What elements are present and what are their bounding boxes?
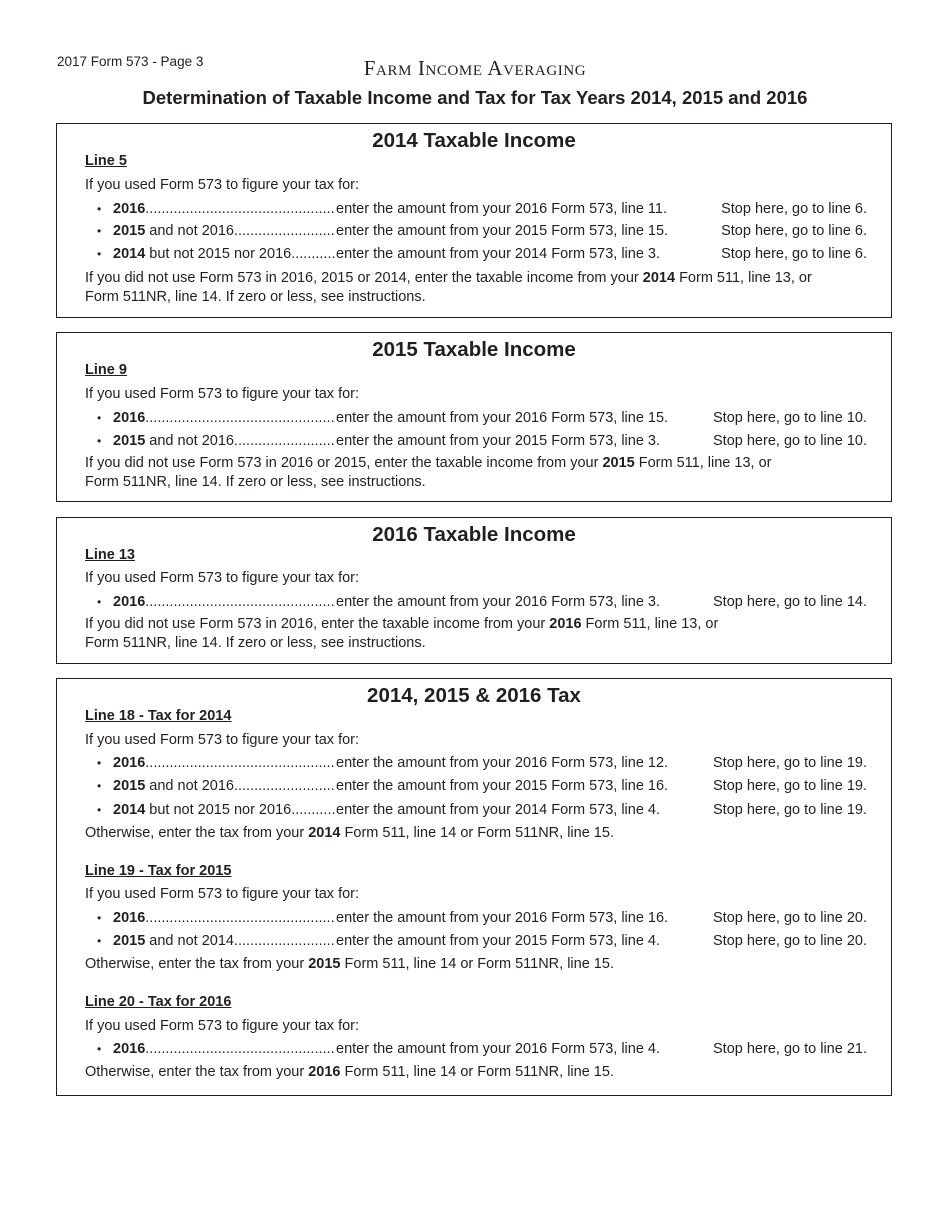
year: 2016 [113,755,146,771]
intro-text: If you used Form 573 to figure your tax for: [85,177,360,193]
line-heading: Line 9 [85,362,127,378]
bullet-icon: • [97,411,102,425]
page-subtitle: Determination of Taxable Income and Tax for Tax Years 2014, 2015 and 2016 [142,87,808,108]
stop-text: Stop here, go to line 19. [713,802,867,818]
stop-text: Stop here, go to line 6. [721,201,867,217]
section-title: 2014, 2015 & 2016 Tax [367,684,581,707]
year: 2015 [113,778,146,794]
intro-text: If you used Form 573 to figure your tax for: [85,886,360,902]
stop-text: Stop here, go to line 10. [713,410,867,426]
instruction: enter the amount from your 2016 Form 573, line 4. [336,1041,661,1057]
bullet-icon: • [97,202,102,216]
stop-text: Stop here, go to line 10. [713,433,867,449]
section-2015-taxable-income: 2015 Taxable Income Line 9 If you used Form 573 to figure your tax for: • 2016 ..... enter the amount from your 2016 Form 573, line 15. Stop here, go to line 10. • 2015 and not 2016 ..... enter the amount from your 2015 Form 573, line 3. Stop here, go to line 10. If you did not use Form 573 in 2016 or 2015, enter the taxable income from your 2015 Form 511, line 13, or Form 511NR, line 14. If zero or less, see instructions. [56,332,892,502]
line-18-heading: Line 18 - Tax for 2014 [85,708,232,724]
bullet-icon: • [97,911,102,925]
intro-text: If you used Form 573 to figure your tax for: [85,570,360,586]
bullet-icon: • [97,224,102,238]
page-title: Farm Income Averaging [363,56,587,80]
stop-text: Stop here, go to line 6. [721,223,867,239]
stop-text: Stop here, go to line 19. [713,755,867,771]
intro-text: If you used Form 573 to figure your tax for: [85,386,360,402]
year: 2016 [113,410,146,426]
year: 2016 [113,594,146,610]
stop-text: Stop here, go to line 14. [713,594,867,610]
instruction: enter the amount from your 2016 Form 573, line 11. [336,201,667,217]
otherwise-text: Otherwise, enter the tax from your 2016 Form 511, line 14 or Form 511NR, line 15. [85,1064,614,1080]
year: 2015 [113,433,146,449]
instruction: enter the amount from your 2016 Form 573, line 15. [336,410,669,426]
stop-text: Stop here, go to line 20. [713,933,867,949]
instruction: enter the amount from your 2014 Form 573, line 3. [336,246,661,262]
year: 2015 [113,933,146,949]
intro-text: If you used Form 573 to figure your tax for: [85,1018,360,1034]
instruction: enter the amount from your 2015 Form 573, line 4. [336,933,661,949]
note-text: If you did not use Form 573 in 2016, 2015 or 2014, enter the taxable income from your 2014 Form 511, line 13, or Form 511NR, line 14. If zero or less, see instructions. [85,270,812,305]
bullet-icon: • [97,779,102,793]
bullet-icon: • [97,434,102,448]
otherwise-text: Otherwise, enter the tax from your 2015 Form 511, line 14 or Form 511NR, line 15. [85,956,614,972]
line-19-heading: Line 19 - Tax for 2015 [85,863,232,879]
section-title: 2015 Taxable Income [372,338,576,361]
stop-text: Stop here, go to line 20. [713,910,867,926]
intro-text: If you used Form 573 to figure your tax for: [85,732,360,748]
instruction: enter the amount from your 2014 Form 573, line 4. [336,802,661,818]
year: 2014 [113,802,146,818]
note-text: If you did not use Form 573 in 2016, enter the taxable income from your 2016 Form 511, line 13, or Form 511NR, line 14. If zero or less, see instructions. [85,616,719,651]
bullet-icon: • [97,1042,102,1056]
stop-text: Stop here, go to line 6. [721,246,867,262]
section-tax: 2014, 2015 & 2016 Tax Line 18 - Tax for 2014 If you used Form 573 to figure your tax for: • 2016 ..... enter the amount from your 2016 Form 573, line 12. Stop here, go to line 19. • 2015 and not 2016 ..... enter the amount from your 2015 Form 573, line 16. Stop here, go to line 19. • 2014 but not 2015 nor 2016 ..... enter the amount from your 2014 Form 573, line 4. Stop here, go to line 19. Otherwise, enter the tax from your 2014 Form 511, line 14 or Form 511NR, line 15. Line 19 - Tax for 2015 If you used Form 573 to figure your tax for: • 2016 ..... enter the amount from your 2016 Form 573, line 16. Stop here, go to line 20. • 2015 and not 2014 ..... enter the amount from your 2015 Form 573, line 4. Stop here, go to line 20. Otherwise, enter the tax from your 2015 Form 511, line 14 or Form 511NR, line 15. Line 20 - Tax for 2016 If you used Form 573 to figure your tax for: • 2016 ..... enter the amount from your 2016 Form 573, line 4. Stop here, go to line 21. Otherwise, enter the tax from your 2016 Form 511, line 14 or Form 511NR, line 15. [56,678,892,1096]
stop-text: Stop here, go to line 19. [713,778,867,794]
section-title: 2014 Taxable Income [372,129,576,152]
instruction: enter the amount from your 2016 Form 573, line 12. [336,755,669,771]
year: 2014 [113,246,146,262]
instruction: enter the amount from your 2015 Form 573, line 3. [336,433,661,449]
instruction: enter the amount from your 2016 Form 573, line 16. [336,910,669,926]
year: 2016 [113,910,146,926]
year: 2016 [113,1041,146,1057]
bullet-icon: • [97,934,102,948]
section-2016-taxable-income [56,517,892,664]
year: 2016 [113,201,146,217]
stop-text: Stop here, go to line 21. [713,1041,867,1057]
note-text: If you did not use Form 573 in 2016 or 2015, enter the taxable income from your 2015 Form 511, line 13, or Form 511NR, line 14. If zero or less, see instructions. [85,455,772,490]
line-heading: Line 13 [85,547,135,563]
section-2014-taxable-income: 2014 Taxable Income Line 5 If you used Form 573 to figure your tax for: • 2016 ..... enter the amount from your 2016 Form 573, line 11. Stop here, go to line 6. • 2015 and not 2016 ..... enter the amount from your 2015 Form 573, line 15. Stop here, go to line 6. • 2014 but not 2015 nor 2016 ..... enter the amount from your 2014 Form 573, line 3. Stop here, go to line 6. If you did not use Form 573 in 2016, 2015 or 2014, enter the taxable income from your 2014 Form 511, line 13, or Form 511NR, line 14. If zero or less, see instructions. [56,123,892,318]
otherwise-text: Otherwise, enter the tax from your 2014 Form 511, line 14 or Form 511NR, line 15. [85,825,614,841]
instruction: enter the amount from your 2015 Form 573, line 15. [336,223,669,239]
year: 2015 [113,223,146,239]
instruction: enter the amount from your 2015 Form 573, line 16. [336,778,669,794]
page-label: 2017 Form 573 - Page 3 [57,54,204,69]
section-title: 2016 Taxable Income [372,523,576,546]
bullet-icon: • [97,803,102,817]
bullet-icon: • [97,247,102,261]
instruction: enter the amount from your 2016 Form 573, line 3. [336,594,661,610]
line-heading: Line 5 [85,153,127,169]
bullet-icon: • [97,756,102,770]
bullet-icon: • [97,595,102,609]
line-20-heading: Line 20 - Tax for 2016 [85,994,232,1010]
